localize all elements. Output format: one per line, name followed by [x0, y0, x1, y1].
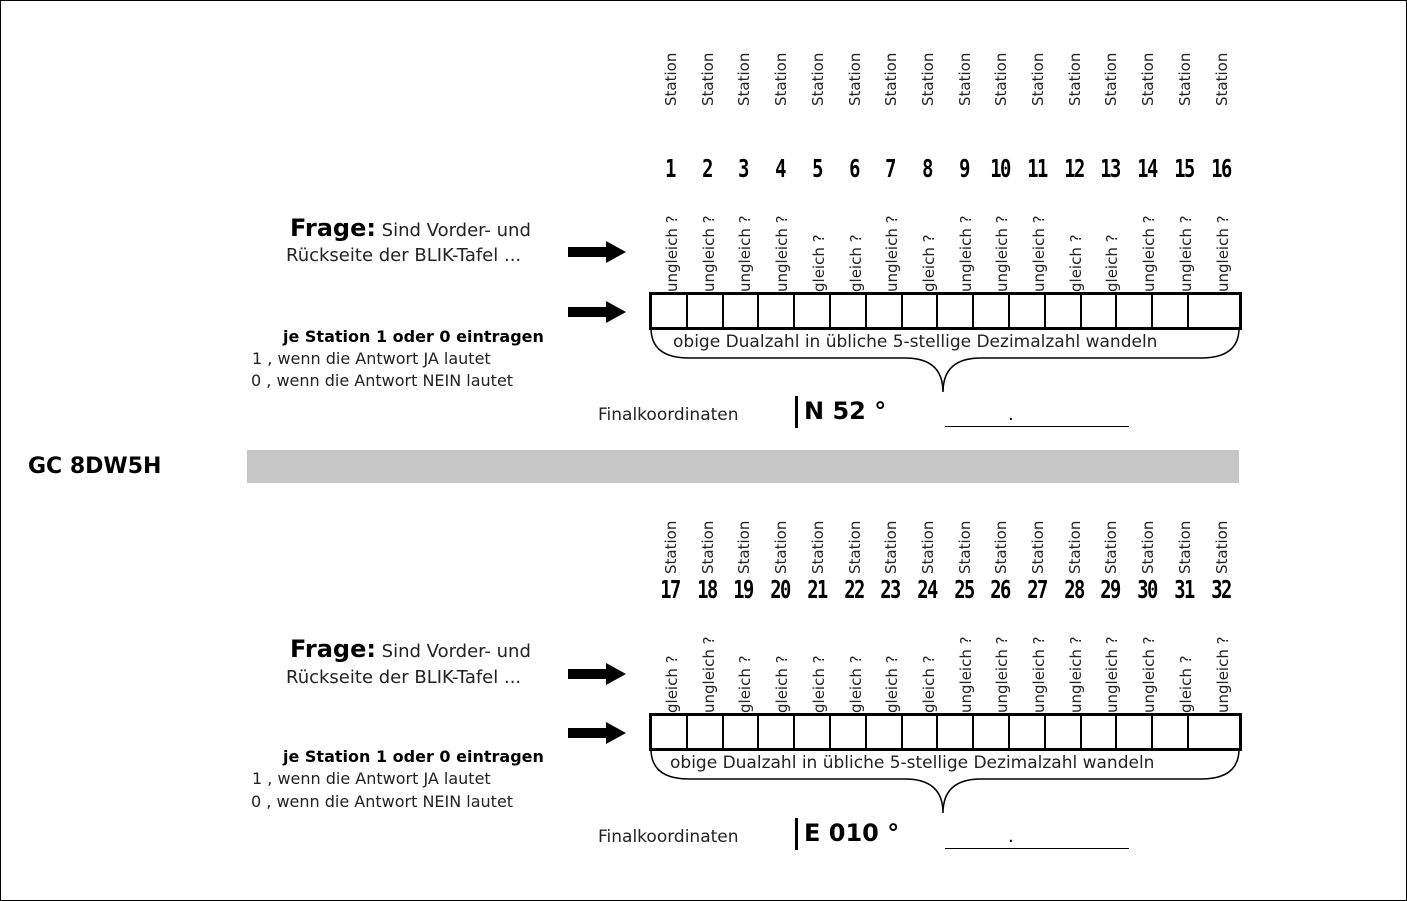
- coordinate-marker: [795, 818, 798, 850]
- station-label: Station: [1065, 52, 1084, 106]
- question-text: Sind Vorder- und: [375, 220, 531, 241]
- answer-cell[interactable]: [974, 716, 1010, 748]
- station-question: gleich ?: [773, 655, 792, 713]
- station-number: 22: [843, 575, 864, 604]
- station-question: ungleich ?: [956, 636, 975, 713]
- question-bold: Frage:: [290, 635, 376, 663]
- station-number: 25: [953, 575, 974, 604]
- coordinate-prefix: E 010 °: [804, 819, 900, 847]
- station-label: Station: [845, 520, 864, 574]
- station-question: ungleich ?: [1103, 636, 1122, 713]
- station-question: ungleich ?: [956, 215, 975, 292]
- station-label: Station: [1102, 52, 1121, 106]
- station-label: Station: [1175, 520, 1194, 574]
- station-question: ungleich ?: [773, 215, 792, 292]
- decimal-dot: .: [1008, 826, 1014, 847]
- station-label: Station: [1139, 52, 1158, 106]
- station-label: Station: [698, 520, 717, 574]
- station-number: 19: [733, 575, 754, 604]
- answer-cell[interactable]: [903, 716, 939, 748]
- station-number: 23: [880, 575, 900, 604]
- instruction-heading: je Station 1 oder 0 eintragen: [283, 327, 544, 346]
- arrow-right-icon: [568, 663, 626, 685]
- answer-cell[interactable]: [795, 716, 831, 748]
- station-number: 5: [811, 154, 822, 183]
- station-label: Station: [1065, 520, 1084, 574]
- station-question: ungleich ?: [993, 636, 1012, 713]
- station-question: gleich ?: [1176, 655, 1195, 713]
- answer-cell[interactable]: [1010, 716, 1046, 748]
- station-question: gleich ?: [883, 655, 902, 713]
- station-label: Station: [1212, 52, 1231, 106]
- station-number: 9: [958, 154, 969, 183]
- station-number: 31: [1174, 575, 1194, 604]
- station-label: Station: [808, 520, 827, 574]
- answer-cell[interactable]: [867, 716, 903, 748]
- station-label: Station: [1139, 520, 1158, 574]
- station-question: ungleich ?: [1140, 215, 1159, 292]
- station-number: 6: [848, 154, 859, 183]
- station-question: gleich ?: [846, 655, 865, 713]
- station-number: 4: [775, 154, 785, 183]
- station-number: 11: [1027, 154, 1047, 183]
- station-number: 29: [1100, 575, 1121, 604]
- station-number: 21: [807, 575, 827, 604]
- station-label: Station: [845, 52, 864, 106]
- station-question: ungleich ?: [1213, 215, 1232, 292]
- station-question: ungleich ?: [883, 215, 902, 292]
- station-question: ungleich ?: [1066, 636, 1085, 713]
- station-label: Station: [918, 520, 937, 574]
- station-label: Station: [1175, 52, 1194, 106]
- station-question: gleich ?: [809, 234, 828, 292]
- answer-cell[interactable]: [688, 716, 724, 748]
- station-question: gleich ?: [919, 655, 938, 713]
- station-number: 12: [1063, 154, 1084, 183]
- station-label: Station: [772, 520, 791, 574]
- station-question: ungleich ?: [1176, 215, 1195, 292]
- station-label: Station: [662, 520, 680, 574]
- station-label: Station: [772, 52, 791, 106]
- station-number: 2: [701, 154, 712, 183]
- station-number: 17: [660, 575, 680, 604]
- station-label: Station: [662, 52, 680, 106]
- station-question: gleich ?: [809, 655, 828, 713]
- station-label: Station: [808, 52, 827, 106]
- station-number: 24: [917, 575, 937, 604]
- station-number: 32: [1210, 575, 1231, 604]
- station-label: Station: [1029, 52, 1047, 106]
- final-coordinates-label: Finalkoordinaten: [598, 827, 739, 847]
- station-number: 10: [990, 154, 1011, 183]
- station-label: Station: [698, 52, 717, 106]
- station-question: gleich ?: [846, 234, 865, 292]
- answer-cell[interactable]: [759, 716, 795, 748]
- answer-cell[interactable]: [724, 716, 760, 748]
- final-coordinates-label: Finalkoordinaten: [598, 405, 739, 425]
- station-label: Station: [882, 52, 901, 106]
- answer-cell[interactable]: [1082, 716, 1118, 748]
- station-label: Station: [735, 52, 754, 106]
- station-label: Station: [955, 52, 974, 106]
- station-label: Station: [1212, 520, 1231, 574]
- station-number: 27: [1027, 575, 1047, 604]
- station-question: gleich ?: [1103, 234, 1122, 292]
- question-line2: Rückseite der BLIK-Tafel ...: [286, 667, 522, 688]
- answer-cell[interactable]: [1117, 716, 1153, 748]
- station-number: 15: [1174, 154, 1194, 183]
- station-number: 18: [696, 575, 717, 604]
- station-number: 16: [1210, 154, 1231, 183]
- station-number: 20: [770, 575, 790, 604]
- station-question: gleich ?: [663, 655, 681, 713]
- answer-grid[interactable]: [649, 713, 1242, 751]
- station-question: ungleich ?: [1213, 636, 1232, 713]
- answer-cell[interactable]: [1189, 716, 1225, 748]
- station-question: ungleich ?: [1140, 636, 1159, 713]
- instruction-yes: 1 , wenn die Antwort JA lautet: [252, 349, 491, 368]
- answer-cell[interactable]: [652, 716, 688, 748]
- coordinate-prefix: N 52 °: [804, 397, 887, 425]
- station-question: ungleich ?: [993, 215, 1012, 292]
- brace-instruction: obige Dualzahl in übliche 5-stellige Dezimalzahl wandeln: [670, 753, 1155, 773]
- answer-cell[interactable]: [1153, 716, 1189, 748]
- arrow-right-icon: [568, 722, 626, 744]
- station-number: 26: [990, 575, 1011, 604]
- station-label: Station: [1029, 520, 1047, 574]
- station-question: ungleich ?: [663, 215, 681, 292]
- station-label: Station: [882, 520, 901, 574]
- answer-blank-line[interactable]: [945, 848, 1129, 849]
- geocache-code: GC 8DW5H: [28, 454, 162, 479]
- question-line2: Rückseite der BLIK-Tafel ...: [286, 245, 522, 266]
- decimal-dot: .: [1008, 404, 1014, 425]
- station-number: 28: [1063, 575, 1084, 604]
- station-number: 1: [665, 154, 675, 183]
- station-question: ungleich ?: [699, 636, 718, 713]
- station-number: 7: [885, 154, 896, 183]
- station-label: Station: [1102, 520, 1121, 574]
- question-text: Sind Vorder- und: [375, 641, 531, 662]
- question-bold: Frage:: [290, 214, 376, 242]
- station-number: 3: [738, 154, 749, 183]
- station-label: Station: [992, 520, 1011, 574]
- station-question: gleich ?: [1066, 234, 1085, 292]
- station-question: gleich ?: [736, 655, 755, 713]
- answer-cell[interactable]: [831, 716, 867, 748]
- station-label: Station: [918, 52, 937, 106]
- instruction-heading: je Station 1 oder 0 eintragen: [283, 747, 544, 766]
- station-number: 30: [1137, 575, 1157, 604]
- station-question: ungleich ?: [699, 215, 718, 292]
- station-question: ungleich ?: [736, 215, 755, 292]
- station-question: gleich ?: [919, 234, 938, 292]
- station-question: ungleich ?: [1030, 215, 1048, 292]
- section-divider: [247, 450, 1239, 483]
- station-number: 13: [1100, 154, 1121, 183]
- answer-cell[interactable]: [1046, 716, 1082, 748]
- instruction-no: 0 , wenn die Antwort NEIN lautet: [251, 792, 514, 811]
- station-label: Station: [955, 520, 974, 574]
- station-question: ungleich ?: [1030, 636, 1048, 713]
- instruction-no: 0 , wenn die Antwort NEIN lautet: [251, 371, 514, 390]
- question-line1: [290, 635, 531, 663]
- instruction-yes: 1 , wenn die Antwort JA lautet: [252, 769, 491, 788]
- station-label: Station: [735, 520, 754, 574]
- brace-instruction: obige Dualzahl in übliche 5-stellige Dezimalzahl wandeln: [673, 332, 1158, 352]
- answer-cell[interactable]: [938, 716, 974, 748]
- station-number: 8: [921, 154, 932, 183]
- station-number: 14: [1137, 154, 1157, 183]
- station-label: Station: [992, 52, 1011, 106]
